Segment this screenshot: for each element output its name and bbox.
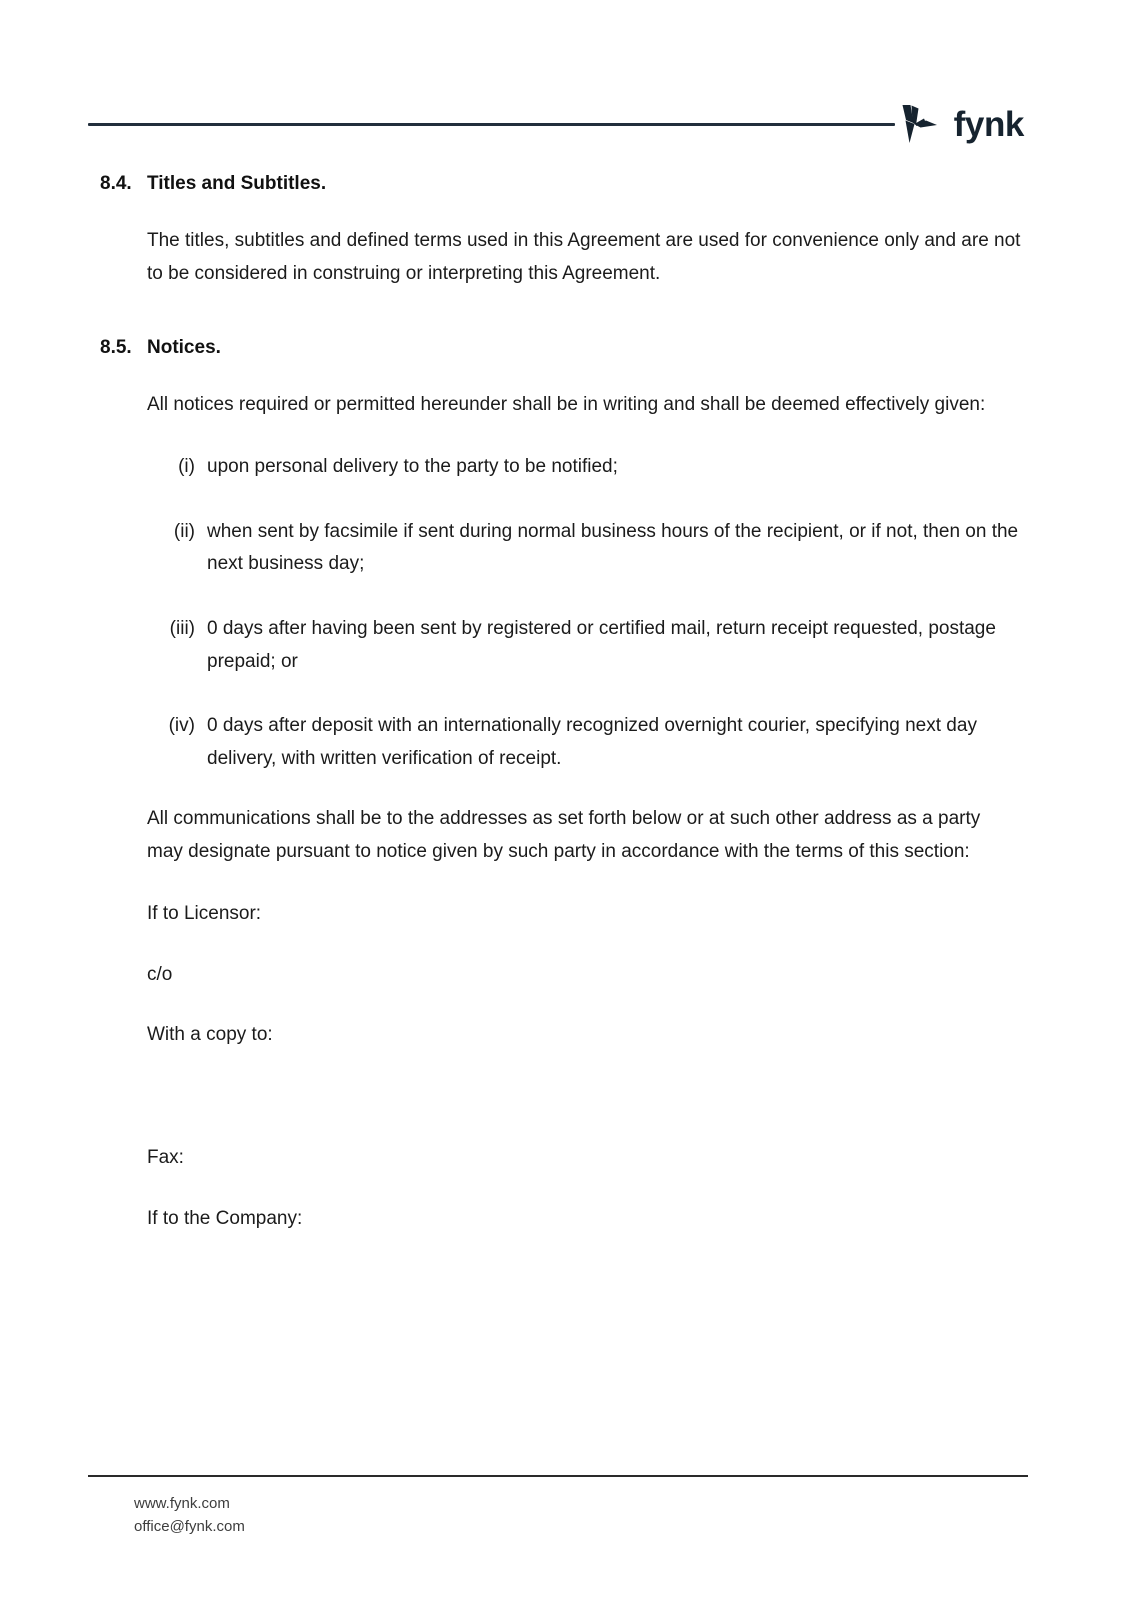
footer-website: www.fynk.com [134,1495,230,1512]
brand-logo [896,103,1028,145]
list-item-marker: (ii) [173,520,195,542]
address-care-of-label: c/o [147,963,173,985]
clause-8-5-heading [100,334,1021,362]
clause-8-5 [0,334,1131,1235]
address-fax-label: Fax: [147,1147,184,1169]
list-item-marker: (i) [178,455,195,477]
notices-roman-list [147,451,1021,776]
clause-8-5-number: 8.5. [100,337,132,359]
address-company-label: If to the Company: [147,1207,303,1229]
list-item-marker: (iii) [169,617,195,639]
list-item-text: when sent by facsimile if sent during normal business hours of the recipient, or if not, then on the next business day; [207,520,1019,575]
clause-8-4 [0,170,1131,290]
clause-8-4-title: Titles and Subtitles. [147,173,327,194]
address-licensor-label: If to Licensor: [147,903,262,925]
clause-8-4-number: 8.4. [100,173,132,194]
brand-name-text: fynk [953,104,1024,144]
clause-8-4-heading [100,170,1021,198]
document-body [0,170,1131,1263]
list-item [147,710,1021,775]
page-header [88,96,1028,152]
address-copy-to-label: With a copy to: [147,1024,273,1046]
list-item-marker: (iv) [168,715,195,737]
clause-8-5-title: Notices. [147,337,221,359]
footer-contact-block [88,1493,1028,1538]
fynk-bird-logo-icon [896,103,942,145]
footer-email: office@fynk.com [134,1517,245,1535]
address-blank-spacer [147,1080,1021,1142]
list-item-text: 0 days after deposit with an internationally recognized overnight courier, specifying next day delivery, with written verification of receipt. [207,715,977,769]
clause-8-5-intro: All notices required or permitted hereunder shall be in writing and shall be deemed effectively given: [147,393,986,415]
header-divider-rule [88,123,895,126]
clause-8-4-paragraph: The titles, subtitles and defined terms used in this Agreement are used for convenience only and are not to be considered in construing or interpreting this Agreement. [147,229,1021,284]
clause-8-5-closing: All communications shall be to the addresses as set forth below or at such other address as a party may designate pursuant to notice given by such party in accordance with the terms of this section: [147,807,981,862]
list-item [147,451,1021,484]
page-footer [88,1475,1028,1538]
list-item-text: 0 days after having been sent by registered or certified mail, return receipt requested, postage prepaid; or [207,617,996,672]
list-item [147,516,1021,581]
list-item [147,613,1021,678]
list-item-text: upon personal delivery to the party to be notified; [207,455,618,477]
section-spacer [0,308,1131,334]
footer-divider-rule [88,1475,1028,1477]
